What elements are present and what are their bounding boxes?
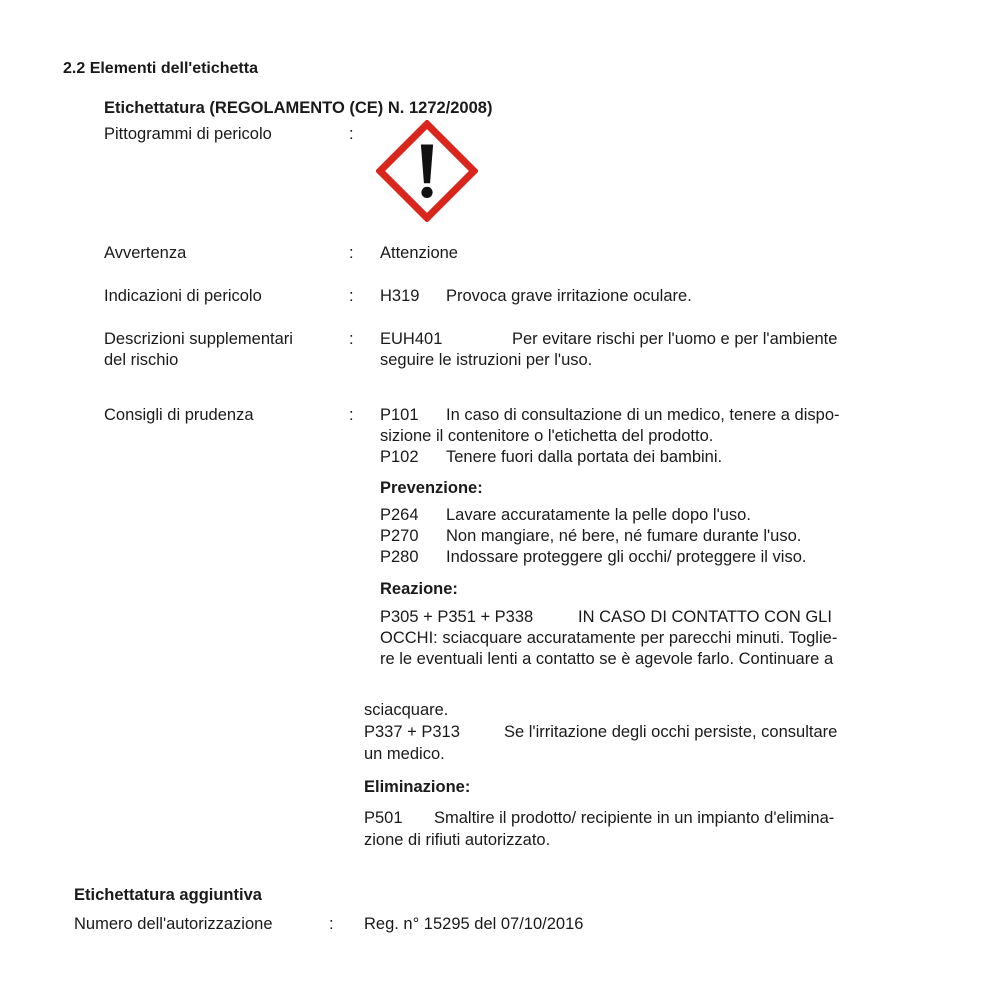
p280-code: P280	[380, 548, 419, 566]
p337-text-line1: Se l'irritazione degli occhi persiste, consultare	[504, 723, 838, 741]
p501-text-line1: Smaltire il prodotto/ recipiente in un impianto d'elimina-	[434, 809, 835, 827]
p337-code: P337 + P313	[364, 723, 460, 741]
p305-code: P305 + P351 + P338	[380, 608, 534, 626]
p305-text-line1: IN CASO DI CONTATTO CON GLI	[578, 608, 832, 626]
additional-labelling-title: Etichettatura aggiuntiva	[74, 886, 262, 904]
regulation-subtitle: Etichettatura (REGOLAMENTO (CE) N. 1272/2008)	[104, 99, 493, 117]
p264-text: Lavare accuratamente la pelle dopo l'uso.	[446, 506, 751, 524]
p102-code: P102	[380, 448, 419, 466]
p337-text-line2: un medico.	[364, 745, 445, 763]
hazard-statements-separator: :	[349, 287, 354, 305]
supplemental-label-line1: Descrizioni supplementari	[104, 330, 293, 348]
authorization-number-separator: :	[329, 915, 334, 933]
ghs07-exclamation-mark-icon	[376, 120, 478, 222]
prevention-heading: Prevenzione:	[380, 479, 483, 497]
p270-code: P270	[380, 527, 419, 545]
signal-word-label: Avvertenza	[104, 244, 187, 262]
p501-code: P501	[364, 809, 403, 827]
hazard-statement-code: H319	[380, 287, 420, 305]
supplemental-text-line2: seguire le istruzioni per l'uso.	[380, 351, 593, 369]
p280-text: Indossare proteggere gli occhi/ proteggere il viso.	[446, 548, 807, 566]
supplemental-label-line2: del rischio	[104, 351, 179, 369]
authorization-number-label: Numero dell'autorizzazione	[74, 915, 273, 933]
exclamation-dot	[421, 187, 432, 198]
hazard-statement-text: Provoca grave irritazione oculare.	[446, 287, 692, 305]
supplemental-text-line1: Per evitare rischi per l'uomo e per l'ambiente	[512, 330, 838, 348]
hazard-statements-label: Indicazioni di pericolo	[104, 287, 262, 305]
reaction-heading: Reazione:	[380, 580, 458, 598]
p101-text-line2: sizione il contenitore o l'etichetta del prodotto.	[380, 427, 714, 445]
precautionary-label: Consigli di prudenza	[104, 406, 254, 424]
supplemental-code: EUH401	[380, 330, 443, 348]
signal-word-separator: :	[349, 244, 354, 262]
p305-text-line3: re le eventuali lenti a contatto se è agevole farlo. Continuare a	[380, 650, 834, 668]
disposal-heading: Eliminazione:	[364, 778, 471, 796]
precautionary-separator: :	[349, 406, 354, 424]
pictograms-label: Pittogrammi di pericolo	[104, 125, 272, 143]
p101-code: P101	[380, 406, 419, 424]
section-title: 2.2 Elementi dell'etichetta	[63, 60, 258, 77]
supplemental-separator: :	[349, 330, 354, 348]
p501-text-line2: zione di rifiuti autorizzato.	[364, 831, 551, 849]
pictograms-separator: :	[349, 125, 354, 143]
p101-text-line1: In caso di consultazione di un medico, tenere a dispo-	[446, 406, 840, 424]
p305-text-line4: sciacquare.	[364, 701, 449, 719]
p305-text-line2: OCCHI: sciacquare accuratamente per parecchi minuti. Toglie-	[380, 629, 838, 647]
p264-code: P264	[380, 506, 419, 524]
signal-word-value: Attenzione	[380, 244, 458, 262]
p270-text: Non mangiare, né bere, né fumare durante l'uso.	[446, 527, 802, 545]
p102-text: Tenere fuori dalla portata dei bambini.	[446, 448, 723, 466]
authorization-number-value: Reg. n° 15295 del 07/10/2016	[364, 915, 584, 933]
